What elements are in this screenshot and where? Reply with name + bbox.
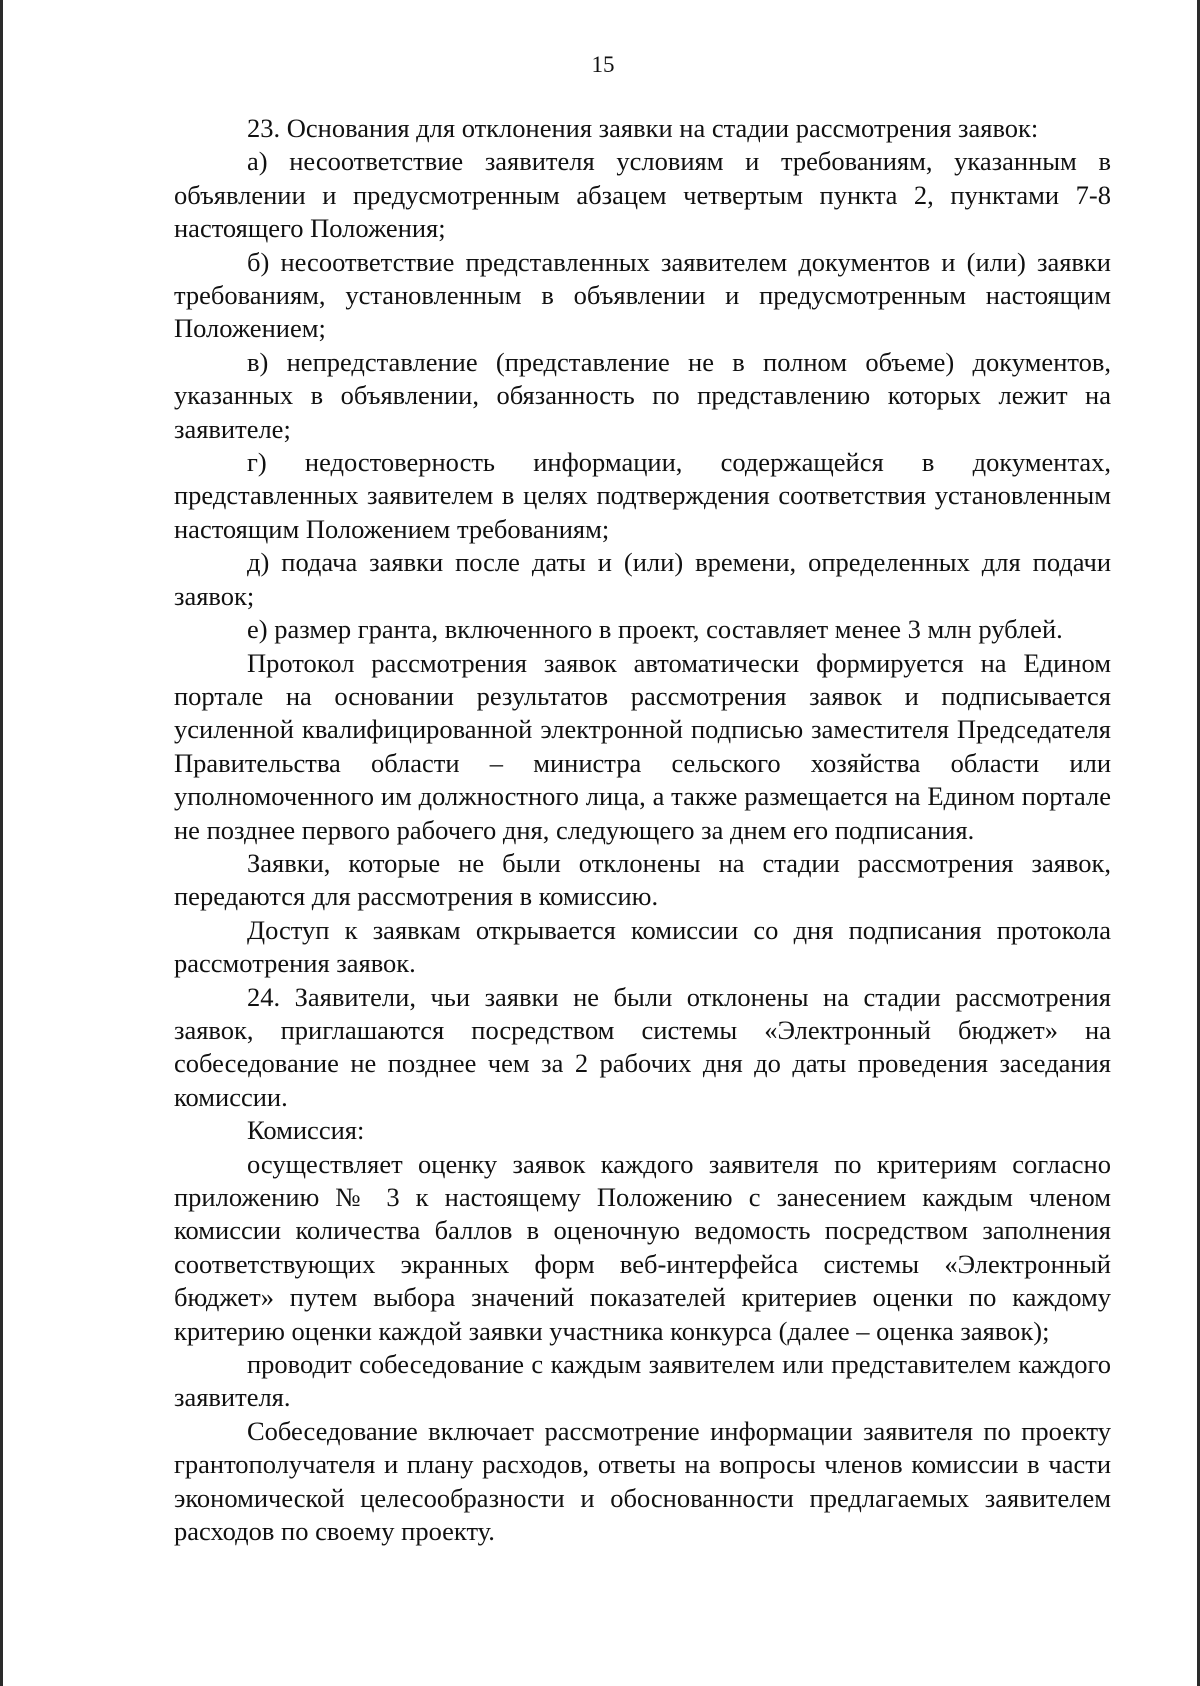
paragraph-access: Доступ к заявкам открывается комиссии со дня подписания протокола рассмотрения заявок. <box>174 914 1111 979</box>
paragraph-item-a: а) несоответствие заявителя условиям и требованиям, указанным в объявлении и предусмотренным абзацем четвертым пункта 2, пунктами 7-8 настоящего Положения; <box>174 146 1111 244</box>
document-body <box>174 112 1111 1548</box>
paragraph-section-24: 24. Заявители, чьи заявки не были отклонены на стадии рассмотрения заявок, приглашаются посредством системы «Электронный бюджет» на собеседование не позднее чем за 2 рабочих дня до даты проведения заседания комиссии. <box>174 981 1111 1112</box>
page-number: 15 <box>591 52 615 77</box>
paragraph-item-v: в) непредставление (представление не в полном объеме) документов, указанных в объявлении, обязанность по представлению которых лежит на заявителе; <box>174 346 1111 444</box>
paragraph-interview-content: Собеседование включает рассмотрение информации заявителя по проекту грантополучателя и плану расходов, ответы на вопросы членов комиссии в части экономической целесообразности и обоснованности предлагаемых заявителем расходов по своему проекту. <box>174 1415 1111 1547</box>
paragraph-commission-interview: проводит собеседование с каждым заявителем или представителем каждого заявителя. <box>174 1349 1111 1413</box>
paragraph-protocol: Протокол рассмотрения заявок автоматически формируется на Едином портале на основании результатов рассмотрения заявок и подписывается усиленной квалифицированной электронной подписью заместителя Председателя Правительства области – министра сельского хозяйства области или уполномоченного им должностного лица, а также размещается на Едином портале не позднее первого рабочего дня, следующего за днем его подписания. <box>174 647 1111 845</box>
paragraph-item-g: г) недостоверность информации, содержащейся в документах, представленных заявителем в целях подтверждения соответствия установленным настоящим Положением требованиям; <box>174 447 1111 544</box>
paragraph-section-23-heading: 23. Основания для отклонения заявки на стадии рассмотрения заявок: <box>247 113 1039 143</box>
paragraph-commission-evaluation: осуществляет оценку заявок каждого заявителя по критериям согласно приложению № 3 к настоящему Положению с занесением каждым членом комиссии количества баллов в оценочную ведомость посредством заполнения соответствующих экранных форм веб-интерфейса системы «Электронный бюджет» путем выбора значений показателей критериев оценки по каждому критерию оценки каждой заявки участника конкурса (далее – оценка заявок); <box>174 1148 1111 1346</box>
paragraph-item-e: е) размер гранта, включенного в проект, составляет менее 3 млн рублей. <box>247 614 1063 645</box>
paragraph-commission-heading: Комиссия: <box>247 1115 365 1146</box>
paragraph-item-d: д) подача заявки после даты и (или) времени, определенных для подачи заявок; <box>174 547 1111 611</box>
paragraph-applications-to-commission: Заявки, которые не были отклонены на стадии рассмотрения заявок, передаются для рассмотрения в комиссию. <box>174 847 1111 912</box>
paragraph-item-b: б) несоответствие представленных заявителем документов и (или) заявки требованиям, установленным в объявлении и предусмотренным настоящим Положением; <box>174 246 1111 344</box>
